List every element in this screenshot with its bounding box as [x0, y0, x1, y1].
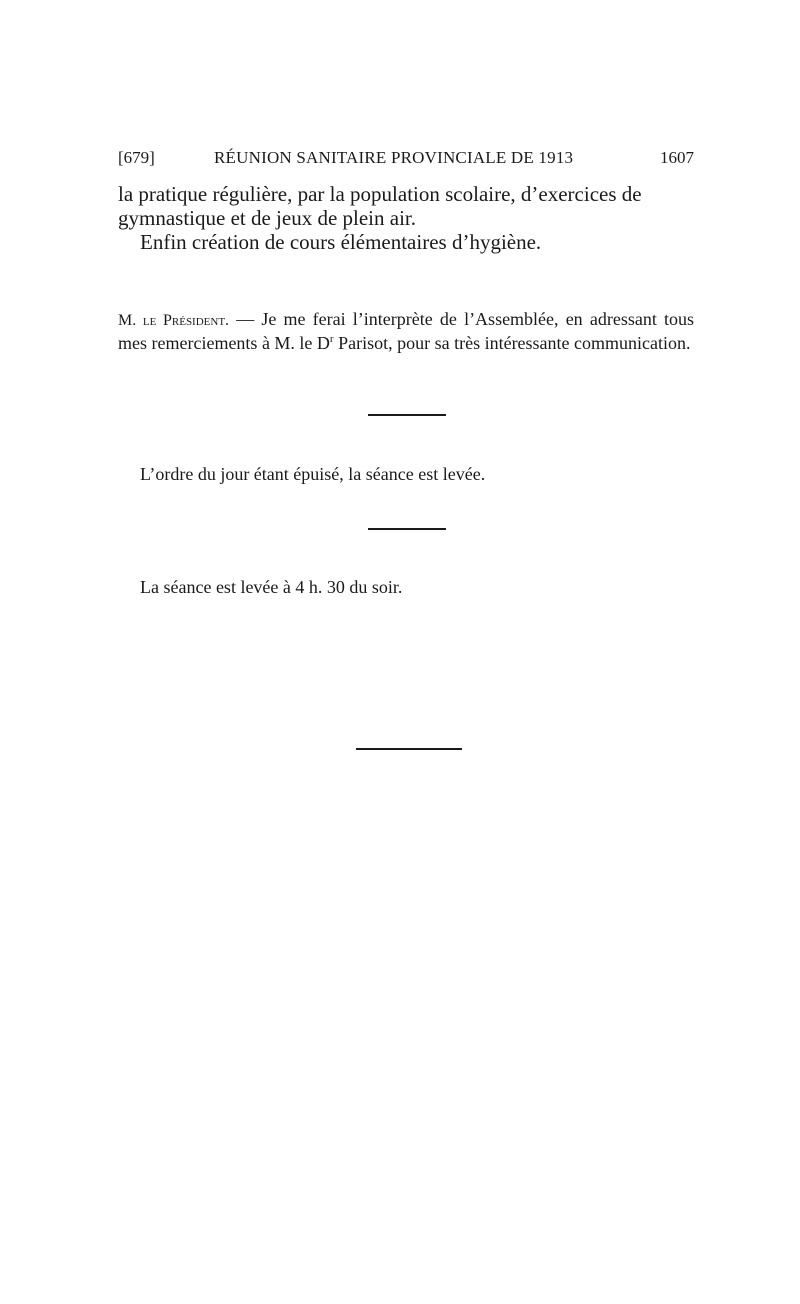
separator-rule	[368, 528, 446, 530]
running-header	[118, 148, 694, 172]
paragraph-line: gymnastique et de jeux de plein air.	[118, 206, 416, 230]
running-title: RÉUNION SANITAIRE PROVINCIALE DE 1913	[214, 148, 574, 167]
separator-rule	[368, 414, 446, 416]
page-reference: [679]	[118, 148, 155, 167]
page-number: 1607	[660, 148, 694, 167]
agenda-exhausted-line: L’ordre du jour étant épuisé, la séance est levée.	[140, 464, 486, 484]
speaker-name: M. le Président.	[118, 312, 230, 329]
paragraph-line: la pratique régulière, par la population scolaire, d’exercices de	[118, 182, 642, 206]
paragraph-exercises	[118, 182, 694, 254]
paragraph-president	[118, 308, 694, 354]
session-closed-line: La séance est levée à 4 h. 30 du soir.	[140, 577, 403, 597]
president-text-b: Parisot, pour sa très intéressante communication.	[333, 333, 691, 353]
president-text-a: — Je me ferai l’interprète de l’Assemblée, en adressant tous mes remerciements à M. le D	[118, 309, 694, 353]
superscript: r	[329, 333, 334, 345]
end-rule	[356, 748, 462, 750]
paragraph-line: Enfin création de cours élémentaires d’hygiène.	[140, 230, 542, 254]
